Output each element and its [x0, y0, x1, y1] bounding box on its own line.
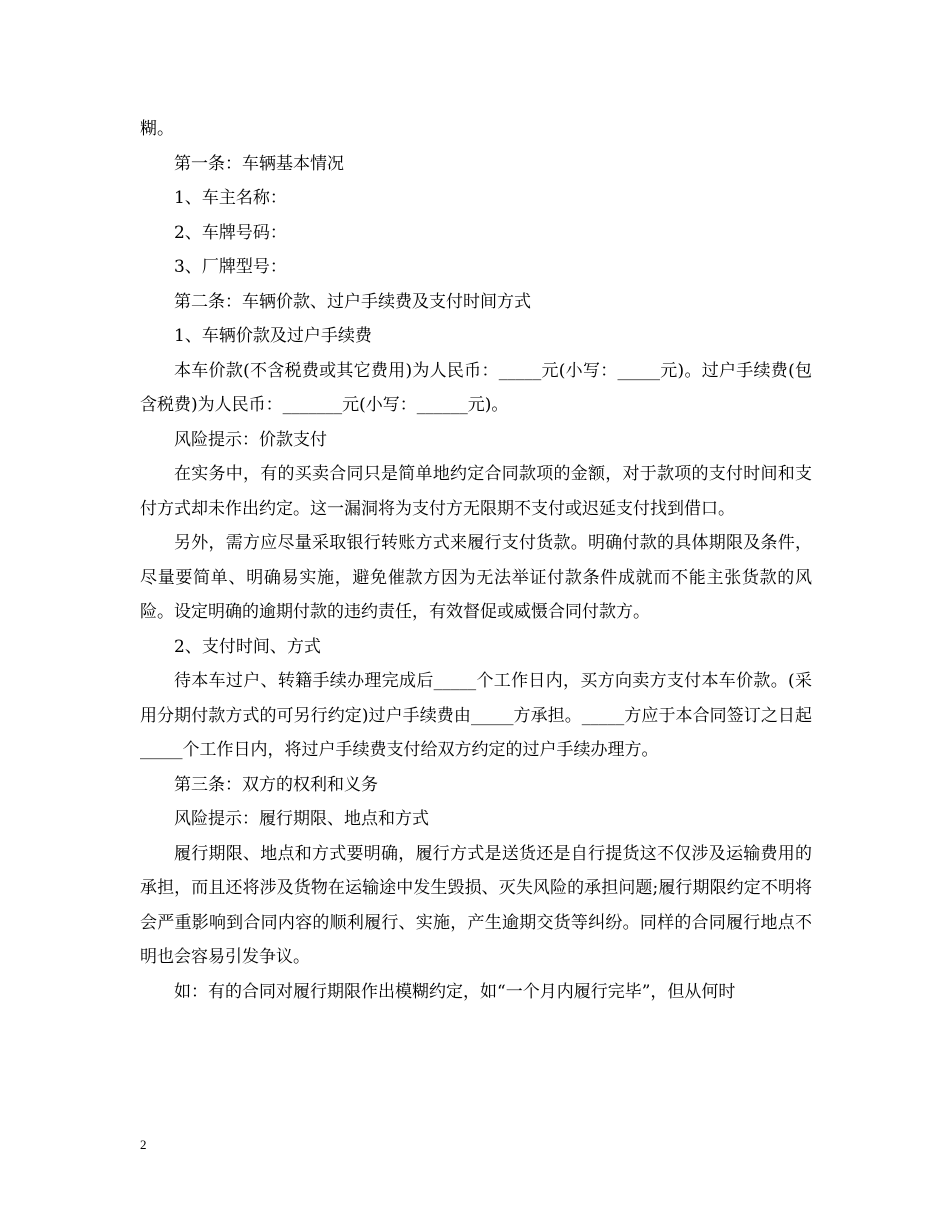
- paragraph: 2、车牌号码：: [174, 222, 287, 243]
- article-heading: 第二条：车辆价款、过户手续费及支付时间方式: [174, 291, 531, 312]
- paragraph: 1、车主名称：: [174, 188, 287, 208]
- paragraph: 待本车过户、转籍手续办理完成后_____个工作日内，买方向卖方支付本车价款。(采用分期付款方式的可另行约定)过户手续费由_____方承担。_____方应于本合同签订之日起_____个工作日内，将过户手续费支付给双方约定的过户手续办理方。: [140, 671, 812, 760]
- paragraph: 本车价款(不含税费或其它费用)为人民币：_____元(小写：_____元)。过户手续费(包含税费)为人民币：_______元(小写：______元)。: [140, 360, 812, 415]
- paragraph: 履行期限、地点和方式要明确，履行方式是送货还是自行提货这不仅涉及运输费用的承担，而且还将涉及货物在运输途中发生毁损、灭失风险的承担问题;履行期限约定不明将会严重影响到合同内容的顺利履行、实施，产生逾期交货等纠纷。同样的合同履行地点不明也会容易引发争议。: [140, 843, 812, 967]
- paragraph: 1、车辆价款及过户手续费: [174, 326, 372, 346]
- page-number: 2: [140, 1137, 147, 1152]
- document-body: [140, 112, 812, 1009]
- risk-tip-heading: 风险提示：履行期限、地点和方式: [174, 809, 429, 829]
- paragraph: 糊。: [140, 119, 174, 139]
- risk-tip-heading: 风险提示：价款支付: [174, 429, 327, 450]
- paragraph: 在实务中，有的买卖合同只是简单地约定合同款项的金额，对于款项的支付时间和支付方式却未作出约定。这一漏洞将为支付方无限期不支付或迟延支付找到借口。: [140, 464, 812, 519]
- paragraph: 3、厂牌型号：: [174, 257, 287, 277]
- article-heading: 第三条：双方的权利和义务: [174, 774, 378, 795]
- paragraph: 2、支付时间、方式: [174, 636, 321, 657]
- article-heading: 第一条：车辆基本情况: [174, 153, 344, 174]
- paragraph: 另外，需方应尽量采取银行转账方式来履行支付货款。明确付款的具体期限及条件，尽量要简单、明确易实施，避免催款方因为无法举证付款条件成就而不能主张货款的风险。设定明确的逾期付款的违约责任，有效督促或威慑合同付款方。: [140, 533, 812, 622]
- paragraph: 如：有的合同对履行期限作出模糊约定，如“一个月内履行完毕”，但从何时: [174, 981, 736, 1002]
